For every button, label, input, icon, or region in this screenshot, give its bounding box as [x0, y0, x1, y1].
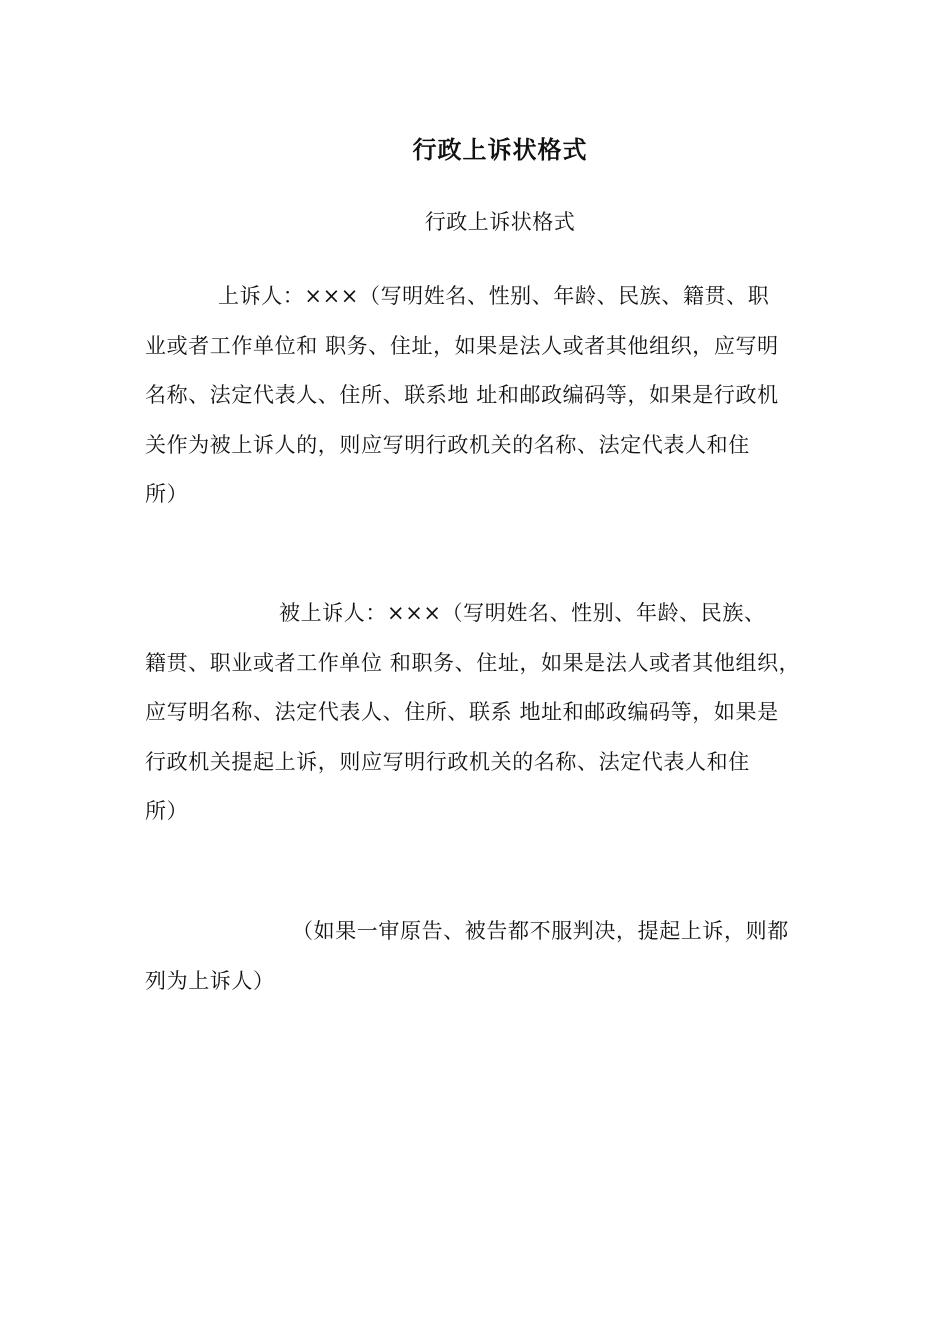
paragraph-line: 应写明名称、法定代表人、住所、联系 地址和邮政编码等，如果是 [145, 700, 779, 724]
paragraph-line: 业或者工作单位和 职务、住址，如果是法人或者其他组织，应写明 [145, 333, 779, 358]
paragraph-line: 列为上诉人） [145, 968, 275, 993]
paragraph-line: 名称、法定代表人、住所、联系地 址和邮政编码等，如果是行政机 [145, 383, 779, 407]
note-paragraph [145, 907, 835, 1006]
paragraph-line: 上诉人：×××（写明姓名、性别、年龄、民族、籍贯、职 [218, 284, 770, 308]
paragraph-line: 行政机关提起上诉，则应写明行政机关的名称、法定代表人和住 [145, 749, 750, 774]
paragraph-line: 籍贯、职业或者工作单位 和职务、住址，如果是法人或者其他组织， [145, 650, 801, 675]
paragraph-line: （如果一审原告、被告都不服判决，提起上诉，则都 [292, 919, 789, 943]
document-subtitle: 行政上诉状格式 [424, 210, 576, 234]
paragraph-line: 所） [145, 482, 189, 506]
paragraph-line: 关作为被上诉人的，则应写明行政机关的名称、法定代表人和住 [145, 432, 750, 457]
appellee-paragraph [145, 589, 835, 837]
appellant-paragraph [145, 272, 835, 520]
document-title: 行政上诉状格式 [412, 135, 588, 164]
paragraph-line: 所） [145, 799, 189, 823]
paragraph-line: 被上诉人：×××（写明姓名、性别、年龄、民族、 [279, 601, 766, 625]
